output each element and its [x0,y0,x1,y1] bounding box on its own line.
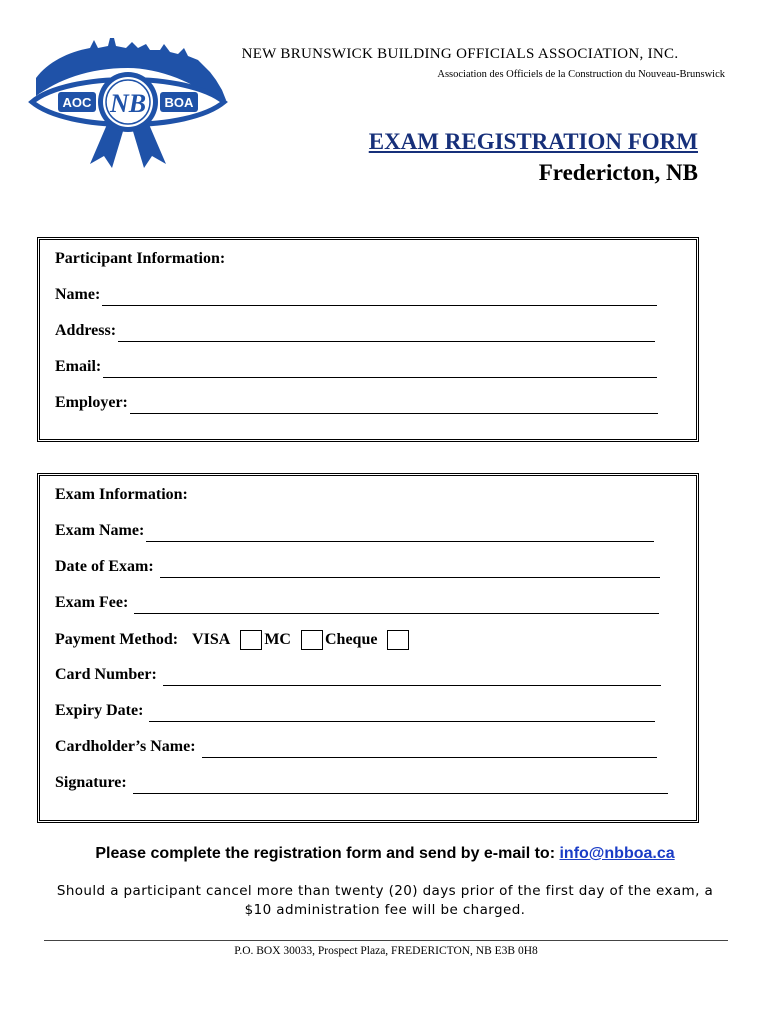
cheque-label: Cheque [324,631,378,648]
submission-instruction [40,845,730,863]
exam-date-input-line[interactable] [160,561,660,578]
visa-label: VISA [192,631,231,648]
name-label: Name: [55,286,101,303]
mc-checkbox[interactable] [301,630,323,650]
exam-information-section [37,473,699,823]
logo-aoc-text: AOC [62,95,92,110]
employer-field [55,392,682,414]
contact-email-link[interactable]: info@nbboa.ca [559,845,675,862]
visa-checkbox[interactable] [240,630,262,650]
exam-date-label: Date of Exam: [55,558,154,575]
card-number-label: Card Number: [55,666,157,683]
exam-name-field [55,520,682,542]
exam-date-field [55,556,682,578]
address-label: Address: [55,322,117,339]
cardholder-name-label: Cardholder’s Name: [55,738,196,755]
exam-fee-field [55,592,682,614]
organization-name-french: Association des Officiels de la Construction du Nouveau-Brunswick [437,69,725,80]
cancellation-notice: Should a participant cancel more than twenty (20) days prior of the first day of the exam, a $10 administration fee will be charged. [56,883,714,918]
payment-method-row [55,628,682,652]
logo-nb-text: NB [109,89,147,118]
card-number-input-line[interactable] [163,669,661,686]
expiry-date-label: Expiry Date: [55,702,144,719]
exam-fee-input-line[interactable] [134,597,659,614]
exam-name-input-line[interactable] [146,525,654,542]
name-input-line[interactable] [102,289,657,306]
signature-input-line[interactable] [133,777,668,794]
cardholder-name-input-line[interactable] [202,741,657,758]
exam-section-title: Exam Information: [55,486,188,503]
signature-label: Signature: [55,774,127,791]
employer-input-line[interactable] [130,397,658,414]
logo-boa-text: BOA [164,95,194,110]
email-label: Email: [55,358,102,375]
cardholder-name-field [55,736,682,758]
card-number-field [55,664,682,686]
organization-name: NEW BRUNSWICK BUILDING OFFICIALS ASSOCIATION, INC. [241,46,679,62]
address-input-line[interactable] [118,325,655,342]
form-title: EXAM REGISTRATION FORM [368,129,698,154]
employer-label: Employer: [55,394,128,411]
participant-information-section [37,237,699,442]
exam-name-label: Exam Name: [55,522,145,539]
footer-divider [44,940,728,941]
exam-fee-label: Exam Fee: [55,594,129,611]
mailing-address: P.O. BOX 30033, Prospect Plaza, FREDERICTON, NB E3B 0H8 [234,945,538,957]
form-location: Fredericton, NB [538,160,698,185]
payment-method-label: Payment Method: [55,631,179,648]
email-input-line[interactable] [103,361,657,378]
signature-field [55,772,682,794]
participant-section-title: Participant Information: [55,250,226,267]
address-field [55,320,682,342]
expiry-date-field [55,700,682,722]
email-field [55,356,682,378]
name-field [55,284,682,306]
instruction-text: Please complete the registration form and send by e-mail to: [95,845,556,862]
expiry-date-input-line[interactable] [149,705,655,722]
mc-label: MC [264,631,291,648]
cheque-checkbox[interactable] [387,630,409,650]
